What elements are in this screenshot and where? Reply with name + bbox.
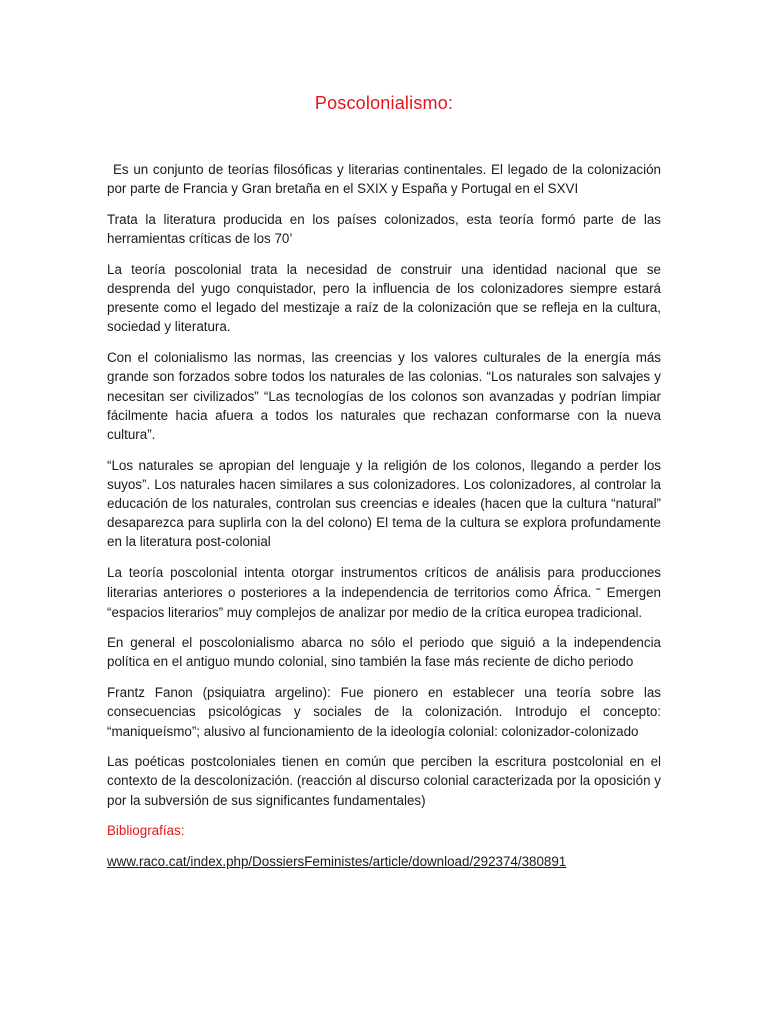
- document-title: Poscolonialismo:: [314, 93, 454, 113]
- paragraph-definition: Es un conjunto de teorías filosóficas y literarias continentales. El legado de la colonización por parte de Francia y Gran bretaña en el SXIX y España y Portugal en el SXVI: [107, 162, 661, 197]
- paragraph-identity: La teoría poscolonial trata la necesidad de construir una identidad nacional que se desprenda del yugo conquistador, pero la influencia de los colonizadores siempre estará presente como el legado del mestizaje a raíz de la colonización que se refleja en la cultura, sociedad y literatura.: [107, 261, 661, 335]
- paragraph-africa-continued: Emergen “espacios literarios” muy complejos de analizar por medio de la crítica europea tradicional.: [107, 585, 661, 620]
- paragraph-colonialism: Con el colonialismo las normas, las creencias y los valores culturales de la energía más grande son forzados sobre todos los naturales de las colonias. “Los naturales son salvajes y necesitan ser civilizados” “Las tecnologías de los colonos son avanzadas y podrían limpiar fácilmente hacia afuera a todos los naturales que rechazan conformarse con la nueva cultura”.: [107, 350, 661, 442]
- paragraph-africa-text: La teoría poscolonial intenta otorgar instrumentos críticos de análisis para producciones literarias anteriores o posteriores a la independencia de territorios como África.: [107, 565, 661, 601]
- paragraph-africa: [107, 563, 661, 622]
- footnote-mark: ⁼: [595, 585, 602, 598]
- paragraph-poetics: Las poéticas postcoloniales tienen en común que perciben la escritura postcolonial en el contexto de la descolonización. (reacción al discurso colonial caracterizada por la oposición y por la subversión de sus significantes fundamentales): [107, 754, 661, 808]
- paragraph-literature: Trata la literatura producida en los países colonizados, esta teoría formó parte de las herramientas críticas de los 70’: [107, 211, 661, 247]
- paragraph-fanon: Frantz Fanon (psiquiatra argelino): Fue pionero en establecer una teoría sobre las consecuencias psicológicas y sociales de la colonización. Introdujo el concepto: “maniqueísmo”; alusivo al funcionamiento de la ideología colonial: colonizador-colonizado: [107, 685, 661, 739]
- bibliography-heading: Bibliografías:: [107, 823, 185, 839]
- document-body: [107, 160, 661, 871]
- paragraph-language: “Los naturales se apropian del lenguaje y la religión de los colonos, llegando a perder los suyos”. Los naturales hacen similares a sus colonizadores. Los colonizadores, al controlar la educación de los naturales, controlan sus creencias e ideales (hacen que la cultura “natural” desaparezca para suplirla con la del colono) El tema de la cultura se explora profundamente en la literatura post-colonial: [107, 457, 661, 550]
- bibliography-link[interactable]: www.raco.cat/index.php/DossiersFeministes/article/download/292374/380891: [107, 854, 567, 870]
- paragraph-period: En general el poscolonialismo abarca no sólo el periodo que siguió a la independencia política en el antiguo mundo colonial, sino también la fase más reciente de dicho periodo: [107, 635, 661, 670]
